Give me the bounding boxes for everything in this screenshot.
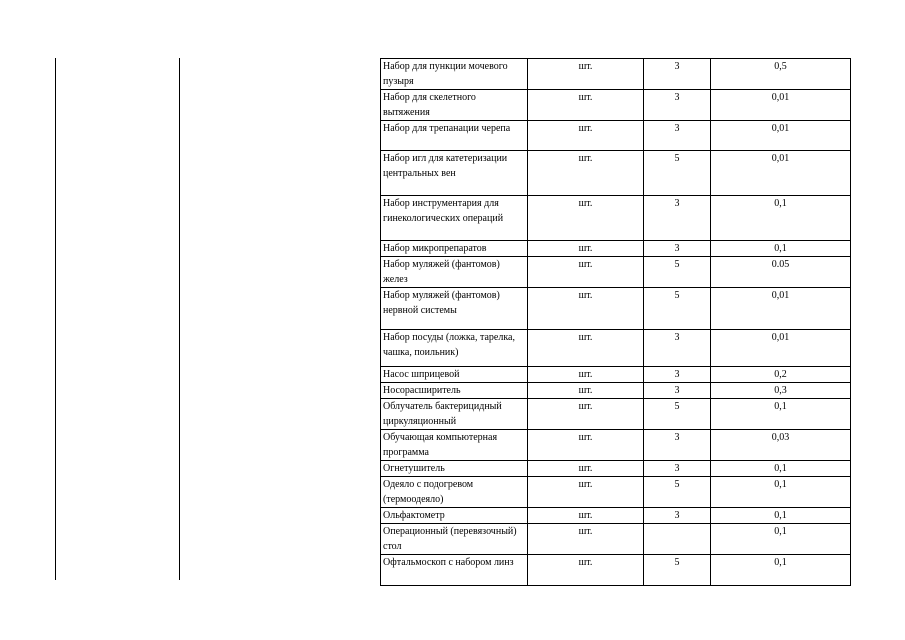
item-coefficient: 0,1: [711, 399, 851, 430]
item-quantity: 3: [644, 508, 711, 524]
item-unit: шт.: [528, 59, 644, 90]
item-name: Набор для скелетного вытяжения: [381, 90, 528, 121]
item-coefficient: 0,1: [711, 524, 851, 555]
item-unit: шт.: [528, 383, 644, 399]
item-coefficient: 0,1: [711, 477, 851, 508]
table-row: [381, 59, 851, 90]
item-quantity: 3: [644, 461, 711, 477]
table-row: [381, 524, 851, 555]
middle-column-border: [179, 58, 180, 580]
item-quantity: 5: [644, 151, 711, 196]
item-name: Офтальмоскоп с набором линз: [381, 555, 528, 586]
item-unit: шт.: [528, 241, 644, 257]
item-name: Набор для пункции мочевого пузыря: [381, 59, 528, 90]
table-row: [381, 121, 851, 151]
item-coefficient: 0,01: [711, 121, 851, 151]
item-quantity: 3: [644, 367, 711, 383]
equipment-table: [380, 58, 851, 586]
item-name: Обучающая компьютерная программа: [381, 430, 528, 461]
item-coefficient: 0,1: [711, 555, 851, 586]
item-name: Набор посуды (ложка, тарелка, чашка, поильник): [381, 330, 528, 367]
item-quantity: [644, 524, 711, 555]
item-name: Ольфактометр: [381, 508, 528, 524]
item-quantity: 3: [644, 121, 711, 151]
table-row: [381, 383, 851, 399]
left-column-border: [55, 58, 56, 580]
item-unit: шт.: [528, 555, 644, 586]
item-name: Одеяло с подогревом (термоодеяло): [381, 477, 528, 508]
item-quantity: 3: [644, 241, 711, 257]
item-unit: шт.: [528, 288, 644, 330]
item-unit: шт.: [528, 508, 644, 524]
item-unit: шт.: [528, 367, 644, 383]
item-unit: шт.: [528, 196, 644, 241]
item-coefficient: 0,3: [711, 383, 851, 399]
item-coefficient: 0,1: [711, 196, 851, 241]
item-quantity: 5: [644, 288, 711, 330]
table-row: [381, 330, 851, 367]
item-unit: шт.: [528, 257, 644, 288]
item-name: Набор игл для катетеризации центральных вен: [381, 151, 528, 196]
item-unit: шт.: [528, 461, 644, 477]
table-row: [381, 508, 851, 524]
item-coefficient: 0,01: [711, 90, 851, 121]
item-name: Набор микропрепаратов: [381, 241, 528, 257]
item-coefficient: 0,1: [711, 241, 851, 257]
item-coefficient: 0,2: [711, 367, 851, 383]
table-row: [381, 288, 851, 330]
item-name: Операционный (перевязочный) стол: [381, 524, 528, 555]
item-quantity: 3: [644, 90, 711, 121]
item-unit: шт.: [528, 330, 644, 367]
item-coefficient: 0,01: [711, 288, 851, 330]
item-unit: шт.: [528, 524, 644, 555]
item-quantity: 3: [644, 59, 711, 90]
table-row: [381, 399, 851, 430]
item-coefficient: 0,1: [711, 461, 851, 477]
item-name: Носорасширитель: [381, 383, 528, 399]
item-unit: шт.: [528, 151, 644, 196]
table-row: [381, 90, 851, 121]
item-quantity: 5: [644, 555, 711, 586]
item-name: Облучатель бактерицидный циркуляционный: [381, 399, 528, 430]
item-unit: шт.: [528, 90, 644, 121]
item-name: Набор для трепанации черепа: [381, 121, 528, 151]
table-row: [381, 196, 851, 241]
item-unit: шт.: [528, 399, 644, 430]
table-row: [381, 430, 851, 461]
item-name: Набор инструментария для гинекологических операций: [381, 196, 528, 241]
item-coefficient: 0,01: [711, 151, 851, 196]
table-row: [381, 555, 851, 586]
item-unit: шт.: [528, 430, 644, 461]
table-row: [381, 367, 851, 383]
item-coefficient: 0,5: [711, 59, 851, 90]
item-quantity: 5: [644, 399, 711, 430]
item-unit: шт.: [528, 477, 644, 508]
item-name: Набор муляжей (фантомов) желез: [381, 257, 528, 288]
item-coefficient: 0,01: [711, 330, 851, 367]
table-row: [381, 461, 851, 477]
item-name: Набор муляжей (фантомов) нервной системы: [381, 288, 528, 330]
table-row: [381, 477, 851, 508]
item-quantity: 3: [644, 430, 711, 461]
table-row: [381, 241, 851, 257]
item-quantity: 5: [644, 477, 711, 508]
item-coefficient: 0,03: [711, 430, 851, 461]
table-row: [381, 257, 851, 288]
item-quantity: 3: [644, 383, 711, 399]
table-row: [381, 151, 851, 196]
item-unit: шт.: [528, 121, 644, 151]
item-quantity: 5: [644, 257, 711, 288]
item-quantity: 3: [644, 330, 711, 367]
item-coefficient: 0,1: [711, 508, 851, 524]
item-name: Насос шприцевой: [381, 367, 528, 383]
item-quantity: 3: [644, 196, 711, 241]
item-name: Огнетушитель: [381, 461, 528, 477]
item-coefficient: 0.05: [711, 257, 851, 288]
